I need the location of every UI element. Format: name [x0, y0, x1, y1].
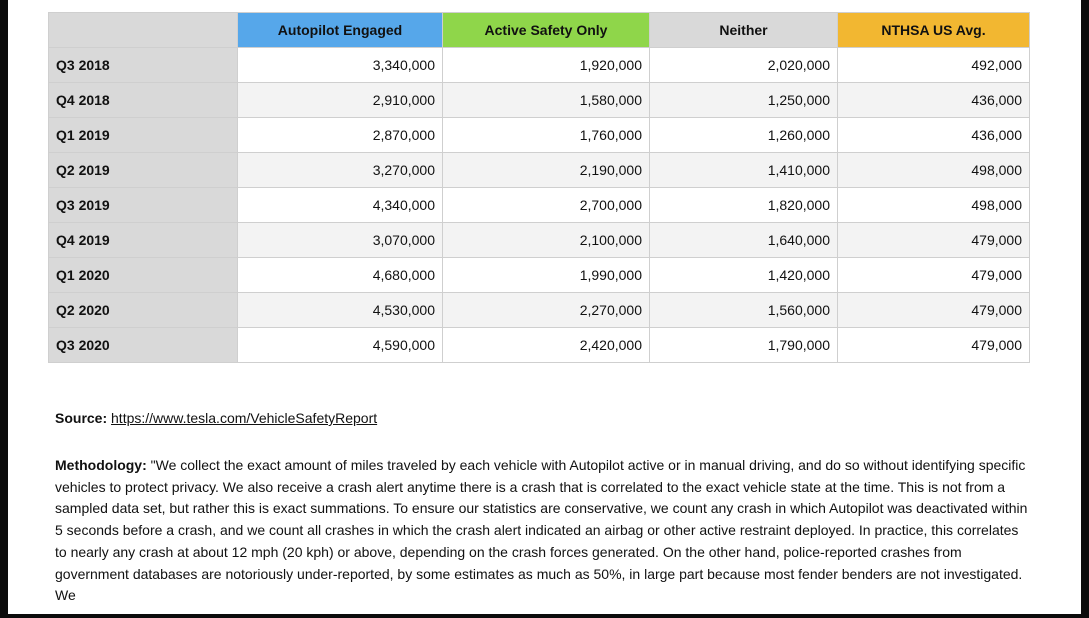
methodology-label: Methodology:	[55, 457, 147, 473]
row-quarter-label: Q2 2020	[49, 293, 238, 328]
table-row	[49, 153, 1030, 188]
document-page	[8, 0, 1081, 614]
cell-neither: 1,560,000	[650, 293, 838, 328]
cell-autopilot: 3,070,000	[238, 223, 443, 258]
cell-nhtsa: 479,000	[838, 223, 1030, 258]
cell-neither: 1,420,000	[650, 258, 838, 293]
table-row	[49, 48, 1030, 83]
row-quarter-label: Q1 2019	[49, 118, 238, 153]
cell-autopilot: 3,270,000	[238, 153, 443, 188]
header-active-safety-only: Active Safety Only	[443, 13, 650, 48]
table-row	[49, 188, 1030, 223]
cell-nhtsa: 436,000	[838, 118, 1030, 153]
cell-active-safety: 2,100,000	[443, 223, 650, 258]
header-neither: Neither	[650, 13, 838, 48]
cell-active-safety: 2,270,000	[443, 293, 650, 328]
cell-nhtsa: 479,000	[838, 328, 1030, 363]
cell-autopilot: 4,340,000	[238, 188, 443, 223]
cell-nhtsa: 492,000	[838, 48, 1030, 83]
cell-neither: 1,640,000	[650, 223, 838, 258]
cell-autopilot: 4,530,000	[238, 293, 443, 328]
cell-nhtsa: 436,000	[838, 83, 1030, 118]
cell-neither: 1,250,000	[650, 83, 838, 118]
table-row	[49, 118, 1030, 153]
table-row	[49, 293, 1030, 328]
cell-autopilot: 2,870,000	[238, 118, 443, 153]
cell-neither: 1,790,000	[650, 328, 838, 363]
methodology-text: "We collect the exact amount of miles traveled by each vehicle with Autopilot active or in manual driving, and do so without identifying specific vehicles to protect privacy. We also receive a crash alert anytime there is a crash that is correlated to the exact vehicle state at the time. This is not from a sampled data set, but rather this is exact summations. To ensure our statistics are conservative, we count any crash in which Autopilot was deactivated within 5 seconds before a crash, and we count all crashes in which the crash alert indicated an airbag or other active restraint deployed. In practice, this correlates to nearly any crash at about 12 mph (20 kph) or above, depending on the crash forces generated. On the other hand, police-reported crashes from government databases are notoriously under-reported, by some estimates as much as 50%, in large part because most fender benders are not investigated. We	[55, 457, 1028, 604]
cell-active-safety: 1,990,000	[443, 258, 650, 293]
cell-nhtsa: 498,000	[838, 188, 1030, 223]
header-autopilot-engaged: Autopilot Engaged	[238, 13, 443, 48]
cell-autopilot: 2,910,000	[238, 83, 443, 118]
row-quarter-label: Q3 2018	[49, 48, 238, 83]
cell-active-safety: 1,920,000	[443, 48, 650, 83]
source-label: Source:	[55, 410, 108, 426]
table-row	[49, 83, 1030, 118]
table-header-row	[49, 13, 1030, 48]
methodology-paragraph	[55, 455, 1030, 607]
row-quarter-label: Q1 2020	[49, 258, 238, 293]
cell-nhtsa: 479,000	[838, 258, 1030, 293]
safety-data-table	[48, 12, 1030, 363]
cell-active-safety: 1,760,000	[443, 118, 650, 153]
cell-active-safety: 1,580,000	[443, 83, 650, 118]
cell-nhtsa: 498,000	[838, 153, 1030, 188]
cell-neither: 1,820,000	[650, 188, 838, 223]
table-row	[49, 258, 1030, 293]
table-row	[49, 328, 1030, 363]
cell-neither: 1,260,000	[650, 118, 838, 153]
row-quarter-label: Q2 2019	[49, 153, 238, 188]
row-quarter-label: Q4 2018	[49, 83, 238, 118]
cell-neither: 1,410,000	[650, 153, 838, 188]
cell-active-safety: 2,190,000	[443, 153, 650, 188]
source-line	[55, 410, 377, 426]
cell-autopilot: 4,680,000	[238, 258, 443, 293]
source-link[interactable]: https://www.tesla.com/VehicleSafetyReport	[111, 410, 378, 426]
cell-active-safety: 2,420,000	[443, 328, 650, 363]
cell-autopilot: 4,590,000	[238, 328, 443, 363]
row-quarter-label: Q3 2020	[49, 328, 238, 363]
row-quarter-label: Q3 2019	[49, 188, 238, 223]
row-quarter-label: Q4 2019	[49, 223, 238, 258]
cell-active-safety: 2,700,000	[443, 188, 650, 223]
cell-neither: 2,020,000	[650, 48, 838, 83]
header-nhtsa-us-avg: NTHSA US Avg.	[838, 13, 1030, 48]
cell-nhtsa: 479,000	[838, 293, 1030, 328]
header-corner-cell	[49, 13, 238, 48]
table-row	[49, 223, 1030, 258]
cell-autopilot: 3,340,000	[238, 48, 443, 83]
